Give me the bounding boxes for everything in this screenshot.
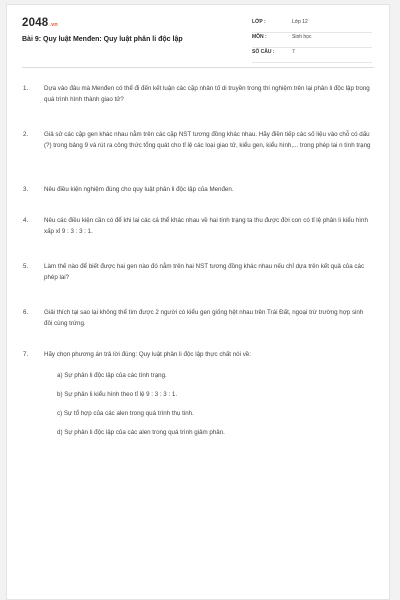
question-item xyxy=(22,185,372,196)
meta-row-count xyxy=(252,48,372,63)
meta-key: LỚP : xyxy=(252,19,266,25)
question-number: 1. xyxy=(23,85,29,92)
question-text: Giải thích tại sao lại không thể tìm được 2 người có kiểu gen giống hệt nhau trên Trái Đất, ngoại trừ trường hợp sinh đôi cùng trứng. xyxy=(44,309,364,327)
site-logo[interactable] xyxy=(22,17,58,29)
question-number: 3. xyxy=(23,186,29,193)
question-text: Làm thế nào để biết được hai gen nào đó nằm trên hai NST tương đồng khác nhau nếu chỉ dựa trên kết quả của các phép lai? xyxy=(44,263,365,281)
question-number: 7. xyxy=(23,351,29,358)
question-item xyxy=(22,216,372,237)
question-item xyxy=(22,84,372,105)
question-item xyxy=(22,350,372,361)
page-title: Bài 9: Quy luật Menđen: Quy luật phân li độc lập xyxy=(22,36,183,43)
meta-value: 7 xyxy=(292,49,295,55)
question-item xyxy=(22,130,372,151)
logo-suffix: .vn xyxy=(49,22,58,28)
question-item xyxy=(22,308,372,329)
question-number: 2. xyxy=(23,131,29,138)
question-number: 5. xyxy=(23,263,29,270)
meta-value: Lớp 12 xyxy=(292,19,308,25)
meta-table xyxy=(252,18,372,63)
answer-options xyxy=(57,371,357,447)
meta-row-class xyxy=(252,18,372,33)
document-page xyxy=(6,4,390,600)
question-text: Nêu các điều kiện cần có để khi lai các cá thể khác nhau về hai tính trạng ta thu được đời con có tỉ lệ phân li kiểu hình xấp xỉ 9 : 3 : 3 : 1. xyxy=(44,217,368,235)
answer-option-c: c) Sự tổ hợp của các alen trong quá trình thụ tinh. xyxy=(57,410,194,417)
logo-text: 2048 xyxy=(22,17,49,29)
question-number: 6. xyxy=(23,309,29,316)
answer-option-b: b) Sự phân li kiểu hình theo tỉ lệ 9 : 3 : 3 : 1. xyxy=(57,391,178,398)
meta-value: Sinh học xyxy=(292,34,312,40)
question-text: Nêu điều kiện nghiệm đúng cho quy luật phân li độc lập của Menđen. xyxy=(44,186,234,193)
meta-key: MÔN : xyxy=(252,34,267,40)
question-text: Hãy chọn phương án trả lời đúng: Quy luật phân li độc lập thực chất nói về: xyxy=(44,351,251,358)
header-divider xyxy=(22,67,374,68)
question-number: 4. xyxy=(23,217,29,224)
meta-row-subject xyxy=(252,33,372,48)
answer-option-a: a) Sự phân li độc lập của các tính trạng. xyxy=(57,372,167,379)
question-item xyxy=(22,262,372,283)
answer-option-d: d) Sự phân li độc lập của các alen trong quá trình giảm phân. xyxy=(57,429,225,436)
question-text: Giả sử các cặp gen khác nhau nằm trên các cặp NST tương đồng khác nhau. Hãy điền tiếp các số liệu vào chỗ có dấu (?) trong bảng 9 và rút ra công thức tổng quát cho tỉ lệ các loại giao tử, kiểu gen, kiểu hình,... trong phép lai n tính trạng xyxy=(44,131,371,149)
meta-key: SỐ CÂU : xyxy=(252,49,275,55)
question-text: Dựa vào đâu mà Menđen có thể đi đến kết luận các cặp nhân tố di truyền trong thí nghiệm trên lại phân li độc lập trong quá trình hình thành giao tử? xyxy=(44,85,370,103)
